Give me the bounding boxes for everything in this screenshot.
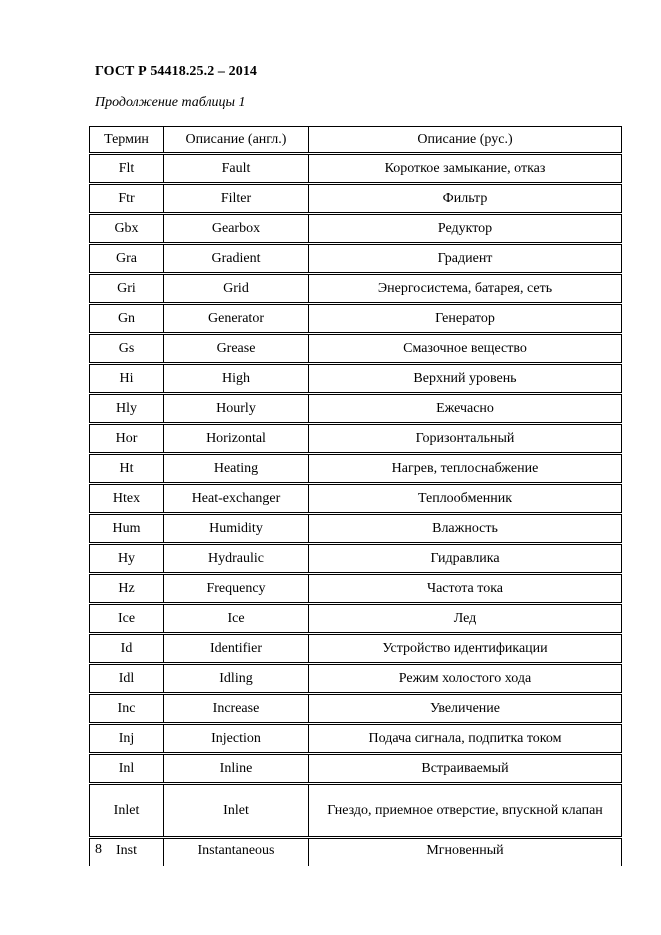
- cell-russian: Смазочное вещество: [309, 334, 622, 364]
- table-header-row: [90, 127, 622, 154]
- cell-russian: Ежечасно: [309, 394, 622, 424]
- cell-english: Generator: [164, 304, 309, 334]
- cell-russian: Лед: [309, 604, 622, 634]
- cell-english: Increase: [164, 694, 309, 724]
- cell-russian: Градиент: [309, 244, 622, 274]
- column-header-english: Описание (англ.): [164, 127, 309, 154]
- cell-term: Gri: [90, 274, 164, 304]
- cell-term: Gn: [90, 304, 164, 334]
- cell-russian: Влажность: [309, 514, 622, 544]
- cell-english: Grease: [164, 334, 309, 364]
- cell-english: Gradient: [164, 244, 309, 274]
- cell-russian: Устройство идентификации: [309, 634, 622, 664]
- cell-russian: Короткое замыкание, отказ: [309, 154, 622, 184]
- table-row: [90, 838, 622, 867]
- column-header-term: Термин: [90, 127, 164, 154]
- table-row: [90, 364, 622, 394]
- cell-term: Hor: [90, 424, 164, 454]
- cell-english: Heat-exchanger: [164, 484, 309, 514]
- cell-russian: Частота тока: [309, 574, 622, 604]
- table-row: [90, 544, 622, 574]
- cell-term: Hy: [90, 544, 164, 574]
- table-row: [90, 304, 622, 334]
- table-row: [90, 484, 622, 514]
- cell-term: Ice: [90, 604, 164, 634]
- cell-russian: Мгновенный: [309, 838, 622, 867]
- table-row: [90, 514, 622, 544]
- table-row: [90, 244, 622, 274]
- table-row: [90, 784, 622, 838]
- page-number: 8: [95, 842, 102, 857]
- cell-term: Htex: [90, 484, 164, 514]
- table-row: [90, 664, 622, 694]
- cell-english: High: [164, 364, 309, 394]
- cell-english: Filter: [164, 184, 309, 214]
- table-caption: Продолжение таблицы 1: [95, 95, 246, 110]
- cell-term: Hi: [90, 364, 164, 394]
- cell-term: Flt: [90, 154, 164, 184]
- cell-english: Identifier: [164, 634, 309, 664]
- cell-term: Ftr: [90, 184, 164, 214]
- cell-term: Ht: [90, 454, 164, 484]
- cell-english: Gearbox: [164, 214, 309, 244]
- cell-term: Hly: [90, 394, 164, 424]
- cell-term: Inj: [90, 724, 164, 754]
- table-row: [90, 334, 622, 364]
- cell-term: Gra: [90, 244, 164, 274]
- table-row: [90, 184, 622, 214]
- cell-russian: Генератор: [309, 304, 622, 334]
- cell-english: Heating: [164, 454, 309, 484]
- cell-russian: Режим холостого хода: [309, 664, 622, 694]
- cell-russian: Фильтр: [309, 184, 622, 214]
- cell-english: Frequency: [164, 574, 309, 604]
- table-row: [90, 574, 622, 604]
- cell-russian: Гнездо, приемное отверстие, впускной клапан: [309, 784, 622, 838]
- cell-russian: Встраиваемый: [309, 754, 622, 784]
- cell-russian: Верхний уровень: [309, 364, 622, 394]
- cell-russian: Гидравлика: [309, 544, 622, 574]
- cell-russian: Энергосистема, батарея, сеть: [309, 274, 622, 304]
- cell-russian: Редуктор: [309, 214, 622, 244]
- cell-english: Humidity: [164, 514, 309, 544]
- cell-term: Id: [90, 634, 164, 664]
- table-row: [90, 634, 622, 664]
- column-header-russian: Описание (рус.): [309, 127, 622, 154]
- cell-term: Hz: [90, 574, 164, 604]
- cell-english: Fault: [164, 154, 309, 184]
- cell-term: Hum: [90, 514, 164, 544]
- cell-term: Idl: [90, 664, 164, 694]
- table-row: [90, 694, 622, 724]
- cell-term: Gbx: [90, 214, 164, 244]
- cell-russian: Теплообменник: [309, 484, 622, 514]
- cell-english: Inlet: [164, 784, 309, 838]
- cell-term: Inlet: [90, 784, 164, 838]
- cell-english: Ice: [164, 604, 309, 634]
- cell-russian: Подача сигнала, подпитка током: [309, 724, 622, 754]
- table-row: [90, 274, 622, 304]
- table-row: [90, 604, 622, 634]
- cell-english: Injection: [164, 724, 309, 754]
- cell-english: Instantaneous: [164, 838, 309, 867]
- cell-english: Horizontal: [164, 424, 309, 454]
- table-row: [90, 154, 622, 184]
- cell-english: Hourly: [164, 394, 309, 424]
- table-row: [90, 214, 622, 244]
- document-standard-title: ГОСТ Р 54418.25.2 – 2014: [95, 64, 258, 79]
- cell-english: Inline: [164, 754, 309, 784]
- table-row: [90, 754, 622, 784]
- cell-english: Hydraulic: [164, 544, 309, 574]
- table-row: [90, 394, 622, 424]
- table-row: [90, 454, 622, 484]
- cell-russian: Горизонтальный: [309, 424, 622, 454]
- cell-term: Inl: [90, 754, 164, 784]
- cell-russian: Нагрев, теплоснабжение: [309, 454, 622, 484]
- cell-russian: Увеличение: [309, 694, 622, 724]
- cell-term: Inc: [90, 694, 164, 724]
- cell-english: Idling: [164, 664, 309, 694]
- terms-table: [89, 126, 622, 866]
- cell-term: Inst: [90, 838, 164, 867]
- cell-term: Gs: [90, 334, 164, 364]
- cell-english: Grid: [164, 274, 309, 304]
- table-row: [90, 424, 622, 454]
- table-row: [90, 724, 622, 754]
